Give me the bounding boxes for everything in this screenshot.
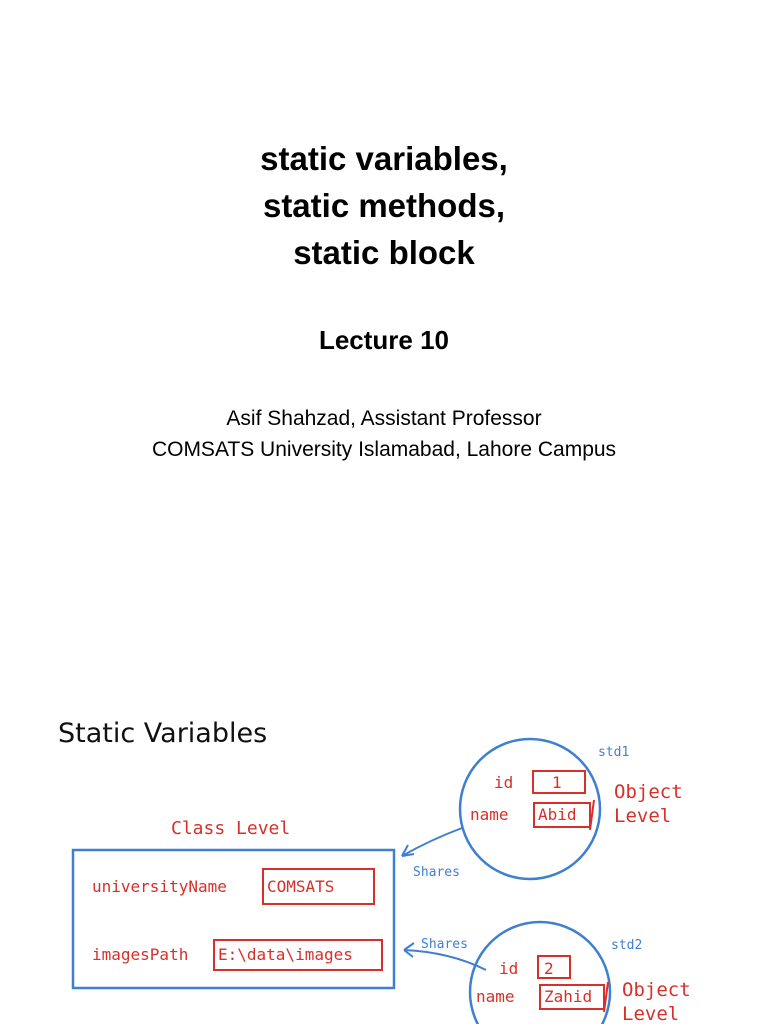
name-label-std1: name	[470, 805, 509, 824]
title-line-1: static variables,	[260, 140, 508, 177]
field-name-university: universityName	[92, 877, 227, 896]
title-line-3: static block	[293, 234, 475, 271]
id-box-std2	[538, 956, 570, 978]
author-line: Asif Shahzad, Assistant Professor	[226, 407, 542, 430]
object-level-line1-std2: Object	[622, 979, 691, 1001]
title-line-2: static methods,	[262, 187, 506, 224]
object-level-line2-std2: Level	[622, 1003, 680, 1024]
class-level-box	[73, 850, 394, 988]
shares-arrow-1	[402, 828, 462, 856]
field-name-imagespath: imagesPath	[92, 945, 189, 964]
name-value-std1: Abid	[538, 805, 577, 824]
name-label-std2: name	[476, 987, 515, 1006]
object-ref-std1: std1	[598, 745, 630, 760]
lecture-number: Lecture 10	[318, 325, 450, 355]
field-value-university: COMSATS	[267, 877, 335, 896]
id-label-std2: id	[499, 959, 519, 978]
id-label-std1: id	[494, 773, 514, 792]
object-ref-std2: std2	[611, 938, 643, 953]
id-value-std1: 1	[552, 773, 562, 792]
name-value-std2: Zahid	[544, 987, 593, 1006]
object-level-line1-std1: Object	[614, 781, 683, 803]
shares-label-1: Shares	[413, 865, 460, 880]
static-variables-slide	[0, 640, 768, 1024]
object-level-line2-std1: Level	[614, 805, 672, 827]
shares-label-2: Shares	[421, 937, 468, 952]
static-variables-diagram	[0, 640, 768, 1024]
institution-line: COMSATS University Islamabad, Lahore Campus	[151, 438, 617, 461]
slide-title: Static Variables	[58, 718, 268, 749]
field-value-imagespath: E:\data\images	[218, 945, 353, 964]
id-value-std2: 2	[544, 959, 554, 978]
class-level-label: Class Level	[171, 818, 291, 839]
